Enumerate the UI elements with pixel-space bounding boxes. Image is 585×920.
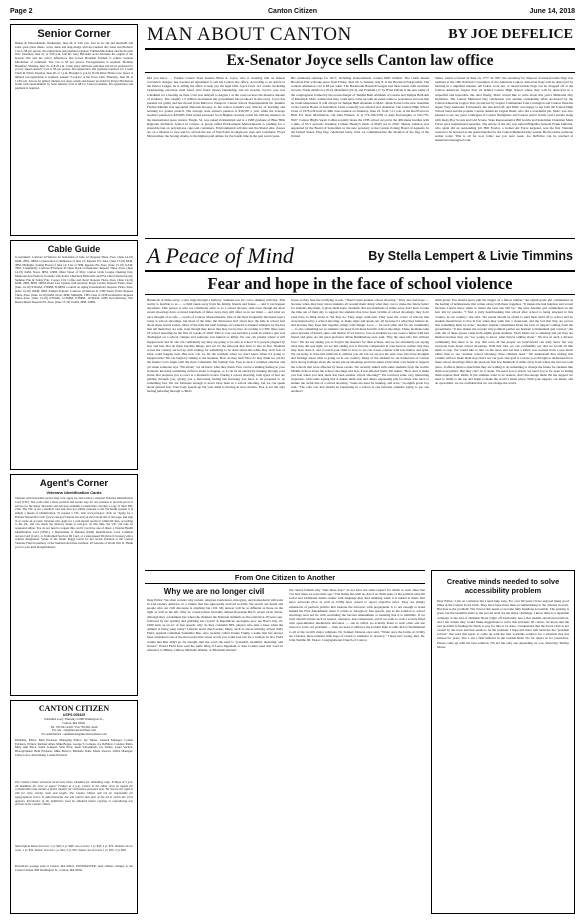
publisher-staff: Publisher, Editor: Beth Erickson. Managing Editor: Jay Turner. General Manager: Connie Erickson. Writers: Rachael Allen, Mike Berger, George T. Comeau, Joe DeFelice, Candace Pattis, Mary Ann Place, Stella Lempert, Sean Prior, Anne Schoenfeldt, Jay Turner, Laura Vachon. Photographers: Beth Erickson, Mike Baracci, Michelle Stark, Maria Stewart. Office Manager: Claire Joyce. Advertising: Connie Erickson	[15, 738, 133, 757]
publisher-policy: The Canton Citizen welcomes local news items. Deadline for submitting copy: Fridays at 5 p.m. All deadlines for news or space: Fridays at 5 p.m. Letters to the editor must be signed for consideration and contain a phone number for verification purposes only. We reserve the right to edit for style, clarity, taste and length. The Canton Citizen will not be responsible for typographical errors in advertisements but will reprint that part of the ad in which the error appears. Permission of the publishers must be obtained before copying or reproducing any portion of the Canton Citizen.	[15, 780, 133, 807]
peace-of-mind-banner	[145, 243, 575, 269]
peace-of-mind-byline: By Stella Lempert & Livie Timmins	[368, 249, 573, 263]
mac-column-1: Did you know … Former Canton State Senator Brian A. Joyce, who is awaiting trial on federal corruption charges, has reached an agreement to sell his Canton law office. According to an article in the Patriot Ledger, he is selling the office to help pay his legal bills. Joyce faces 113 counts, including racketeering, extortion, mail fraud, wire fraud, money laundering, and tax evasion. Joyce's case was scheduled for a hearing on June 1 but was delayed to August 1 as the court reviews the massive amount of evidence. The roughly 1.5 million documents the government has produced in discovery. Joyce has pleaded not guilty and has moved from Milton to Westport. Canton School Superintendent Dr. Jennifer Fischer-Mueller has appointed Deborah Rooney as the school system's new director of teaching and learning for grades preK-8. The average state retiree's pension is $36,587 a year while the average teacher's pension is $45,683. Pilot tested astronaut Scott Hughes recently coded his 168-day mission on the international space station. Tingle, 52, was raised in Randolph and is a 1983 graduate of Blue Hills Regional Technical School in Canton. A group called Environment Massachusetts is pushing for a statewide ban on polystyrene cups and containers. Environmental activists and the liberal elite classes are on a mission to race and for all ban the use of Styrofoam in single-use cups and containers. Floyd Mayweather, the boxing champ, is the highest paid athlete for the fourth time in the past seven years.	[147, 76, 285, 139]
publisher-subscription: Subscription Rates: In-town: 1 yr. $29; 2 yr. $48; out-of-town: 1 yr. $42; 2 yr. $70. Student out-of-town: 1 yr. $32. Senior: in-town 1 yr. $22; 2 yr. $35. Senior out-of-town: 1 yr. $35; 2 yr. $60.	[15, 844, 133, 852]
pom-column-3: math grade. You should never pull the trigger on a fellow human." An eighth grade girl commented on the feeling of helplessness that comes along with these tragedies. "It makes me feel helpless and scared because I never know when or where the next one will be," she said. Another girl commented on the fear felt by parents. "I find it truly heartbreaking that school after school is being attacked in this country, in our country," she said. "No parent should be afraid to send their child off to school and no student should have to live in fear when they walk into a classroom, and the fact that they are proves that something must be done." Another student complained about the lack of support coming from the government. "It also makes me wonder why political parties are hesitant to implement gun control," she said. All of these quotes came from eighth grade students. Their ideals are so amazing and yet they are hushed because they are "too young to know what they're talking about." We live in such a diverse community that there is no way that even all the people we interviewed can truly show the way everyone feels about school shootings. With that said, we can confidently say that we would all like them to stop. We would like to turn on the news and see that a kitten was rescued from a tree much rather than to see "another school shooting: three children dead." We understand that writing this column will not make them stop; that's not our goal. Our goal is to have you all begin to understand how these school shootings affect the precious first few hundreds of miles away from where the last one took place. It affects them so much that they are willing to do something to change the future for students like them everywhere. But they can't do it alone. We need you to listen, we need you to be open to letting them express their ideals. If the students want to be leaders, don't discourage them. Be the support we need to climb to the top and begin to make the world a better place. With your support, our ideals, and an open mind, we are confident that we can change the world.	[435, 298, 573, 386]
mac-rule-headline	[145, 72, 575, 73]
issue-date: June 14, 2018	[529, 8, 575, 15]
agents-corner-box	[10, 474, 138, 696]
senior-corner-text: Dinner & Entertainment: Wednesday, June 20, at 3:45 p.m. Join us for ziti and meatballs and some great piano music, solos, duets and sing-alongs with the talented duo Gene and Barbara! Cost is $8 per person. Pre-registration and payment required. Truman/MacArthur and the Korean War: Thursday, June 21, at 2:30 p.m. Join Dr. Gary Hylander as he discusses the origins of the Korean War and the policy differences that forced President Truman to relieve General MacArthur of command. The cost is $3 per person. Pre-registration is required. Monthly Breakfast: Monday, June 25, at 8:45 a.m. Come enjoy delicious pancakes and bacon prepared for you by Queen Anne's! Cost is $5 per person. Pre-registration and payment required. Ice Cream Truck & Trivia: Tuesday, June 26, at 1 p.m. Brought to you by North River Home Care. Space is limited; pre-registration is required. Annual "Cook-In" at the Town Club: Thursday, June 28, at 11:30 a.m. Join us for grilled chicken, hot dogs, salads and dessert provided by Poley's Backstreet Grille with entertainment by Sean Ahearn! Cost is $8 for Canton residents. Pre-registration and payment is required.	[15, 42, 133, 90]
citizen-column-1: Dear Editor: We often wonder why racism, religious intolerance, misogyny, and homophobic still exist in 21st-century America, in a culture that has supposedly evolved socially. We search our heads and people who our civil discourse is anything but civil. My answer will be as different as those on the right as well as the left. Why do conservatives fervently defend Roseanne Barr's recent racist Tweet, although they condemned her when she shrieked the National Anthem on live television 18 years ago, followed by her spitting and grabbing her crotch? If Republican apologists now see Barr's July 25, 1990 antic as an act of free speech, why do they condemn NFL players who take a knee when the anthem is being sung today? Liberals aren't much better. Many, such as Oscar-winning actress Sally Field, applaud comedian Samantha Bee, who recently called Ivanka Trump a name that has always been considered one of the most pejorative swear words you could ever use for a woman. In fact, Field claims that Bee didn't go far enough, that the word she used is "powerful, beautiful, nurturing, and honest." Would Field have said the same thing if Laura Ingraham or Ann Coulter used that word in reference to Hillary Clinton, Michelle Obama, or Elizabeth Warren?	[147, 598, 283, 652]
cable-guide-text: Government: Comcast 22/Verizon 42 Selectmen of June 12: Repeats Thurs.-Tues. (June 14-19) 6AM, 2PM, 10PM. Conservation Commission of June 13: Repeats Fri.-Tues. (June 15-19) 8AM, 4PM, Midnight. Zoning Board of June 14: Live at 7PM. Repeats Fri.-Tues. (June 15-19) 11AM, 7PM. Community: Comcast 8/Verizon 43 Open Rock Coffeehouse: Repeats Thurs.-Tues. (June 14-19) 6AM, Noon, 6PM, 10PM. Main Street of May: Canton Little League Opening Day, Memorial Arts Festival, in studio with Police Chief Ken Berkowitz and Fire Chief Charles Doody, Summer Fun & Safety Fair, Copper City Coffee and more! Repeats Thurs.-Tues. (June 14-19) 8AM, 2PM, 8PM, 10PM. Elder Law Update with Attorney Roger Levine: Repeats Thurs.-Tues. (June 14-19) 9:30AM, 3:30PM, 8:30PM. Council on Aging Presentations: Repeats Thurs.-Tues. (June 14-19) 10AM, 4PM. Student Stations: Comcast 12/Verizon 41 CHS Senior Prom: Repeats Thurs.-Tues. (June 14-19) 6AM, Noon, 6PM, Midnight. CHS Class of 2018 Graduation: Repeats Thurs.-Tues. (June 14-19) 6:30AM, 12:30PM, 6:30PM, 12:30AM. GMS Revolutionary War Reenactment: Repeats Fri.-Tues. (June 15-19) 10AM, 4PM, 10PM.	[15, 256, 133, 304]
publisher-postal: Periodicals postage paid at Canton, MA 02021. POSTMASTER: send address changes to the Canton Citizen, 866 Washington St., Canton, MA 02021.	[15, 864, 133, 872]
cable-guide-box	[10, 240, 138, 470]
creative-minds-headline: Creative minds needed to solve accessibility problem	[446, 577, 560, 595]
man-about-canton-byline: BY JOE DEFELICE	[448, 27, 573, 42]
senior-corner-box	[10, 24, 138, 236]
agents-corner-subtitle: Veterans Identification Cards	[46, 490, 102, 495]
pom-rule-headline	[145, 294, 575, 295]
publisher-usps: USPS 005329	[62, 713, 86, 717]
page-masthead	[10, 8, 575, 18]
paper-name: Canton Citizen	[268, 8, 317, 15]
peace-of-mind-title: A Peace of Mind	[147, 243, 294, 268]
masthead-rule	[10, 19, 575, 20]
citizen-column-2: We cannot fathom why "kids these days" do not have the same respect for adults or each other that "we had when we were their age." The blame lies with us. All of us. Both sides of the political aisle fill social and traditional media outlets with language they find insulting when it is hurled at them. Our news networks (Fox as well as CNN) have ceased to report objective news. They are simply extensions of partisan politics that saturate the airwaves with propaganda. It is not enough to stand behind the First Amendment when it comes to derogatory free speech, just as the solution to school shootings does not lie with rescinding the Second Amendment or insisting that it is infallible. If we truly cherish virtues such as respect, tolerance, and compassion, and if we want to craft a society filled with open-minded, intellectual discourse — one in which we actually listen to each other and use reason to solve our problems — then we need to embrace the Golden Rule as ethic that is fundamental to all of the world's major religions. Dr. Samuel Johnson once said, "When once the forms of civility are violated, there remains little hope of return to kindness or decency." I hope he's wrong. Rev. Dr. John Tamilio III, Pastor, Congregational Church of Canton	[289, 588, 425, 642]
mac-column-3: States, which occurred on June 14, 1777. In 1937, the ceremony for disposal of unserviceable flags was outlined at the 19th National Convention of the American Legion. American flags will be destroyed by burning in a dignified manner. All faded, worn out, or unserviceable flags can be dropped off at the Canton American Legion Post 24 behind Canton High School where they will be destroyed in a respectful and honorable rite. And finally, MAC would like to write about this year's Memorial Day festivities. The Canton Memorial Day celebration was another outstanding affair sponsored by the Canton American Legion Post 24 and led by Legion Commander John Carrington and Canton Veterans Agent Tony Andreotti. Fortunately, the rain held off, and MAC was happy to see both the Canton High School band and the popular Canton American Legion Band, who did a wonderful job. MAC was also pleased to see our great contingent of Canton firefighters and Canton police in this year's parade along with many Boy Scouts and Girl Scouts. State Representative Bill Galvin and Selectmen Chairman Mark Porter gave inspirational speeches. The emcee of the day was retired Brigadier General Frank LaRotha, who again did an outstanding job. Bill Fowler, a former Air Force sergeant, was the first Vietnam veteran to be honored as the grand marshal for the Canton Memorial Day parade. Be the rumor someone earlier today. This is all for now folks; see you next week. Joe DeFelice can be reached at manaboutcanton@aol.com.	[435, 76, 573, 143]
creative-minds-box	[431, 570, 575, 914]
publisher-address: Published every Thursday at 866 Washington St., Canton, MA 02021 Tel. 781-821-4418 • Fax 781-821-4419 For ads - ads@thecantoncitizen.com For submissions - submissions@thecantoncitizen.com	[41, 717, 107, 737]
pom-headline: Fear and hope in the face of school violence	[207, 274, 513, 293]
page-number: Page 2	[10, 8, 33, 15]
pom-column-1: Hundreds of miles away, a shot rings through a hallway. Students run for cover, shaking with fear. This reality is horrible to us — a child taken away from his family, friends and future — and it can happen anywhere. This person is who we commonly refer to as a school shooter. And even though the most recent shootings have occurred hundreds of miles away, they still affect us in our mind — and what we once thought of as safe — towns of Canton, Massachusetts. One of the most frequently discussed topics today is school shootings, but most of the time, the discussion isn't about how the kids in school feel about these horrid events. Most of the time the kids' feelings are reduced to hushed whispers by the lies that tell them they are safe, even though they know that may not be true. According to CNN, there were 23 school shootings in the first 21 weeks of 2018. This is over one incident a week in which a gun was discharged on a school campus and someone was injured or killed. No one can predict where it will happen next and no one can confidently say they are going to be safe at school. It is people plagued by fear and bias that do these horrible things, and yet it's the innocent that have to live in fear. Students across the country are fed up with waiting for something to be done about this while they sit in fear of what could happen next. But how can we fix the problem when we don't know when it's going to happen next? We can begin by talking to the students. How do they feel? How do they think we can fix the future? Let's begin with the most commonly felt feeling: fear. Fear is such a complex emotion and yet when someone says "I'm afraid," we all know what they mean. Fear can be a sinking feeling in your stomach, knowing something awful is about to happen, or it can be an electricity running through your bones that prepares you to react at a moment's notice. During a school shooting, both types of fear are pulsing through you, giving you a harrowing feeling but knowing you have to be prepared to do something fast. We are fortunate enough to never have been in a school shooting, but we can speak about general fear. Your body speeds up but your mind is moving in slow motion. Fear is not the only feeling pulsating through a child's	[147, 298, 285, 394]
agents-corner-text: Veterans with honorable service may now apply for and receive a national Veterans Identification Card (VIC). The cards offer a more portable and secure way for our veterans to provide proof of service for the many discounts and services available to them than carrying a copy of their DD-214s. The VIC is not a medical card and does not entitle veterans to the VA health system; it is simply a means of identification. To request a VIC, visit www.vets.gov, click on "Apply for a Printed Veteran ID Card" (www.vets.gov/veteran-id-card/) at the bottom left of the page, and sign in or create an account. Veterans who apply for a card should receive it within 60 days, according to the VA, and can check the delivery status at vets.gov. At this time, the VIC can only be requested online. You do not need to request this card if you have one of these: a Veteran Health Identification Card (VHIC), a Department of Defense (DoD) Identification Card, Common Access Card (CAC), or Uniformed Services ID Card, or a state-issued ID (driver's license) with a veteran designation. Salute of the Week: Peggy Gatch for her recent donation to the Canton Veterans Fund in memory of her husband and three brothers, all veterans of World War II. Thank you for your kind thoughtfulness!	[15, 497, 133, 549]
citizen-rule-top	[145, 570, 425, 571]
mac-column-2: His estimated earnings for 2017, including endorsements, totaled $285 million. The 144th annual Brockton Fair will take place from Friday, June 29, to Sunday, July 8, at the Brockton Fairgrounds. The walk-in admission cost is $8 per adult. The Backbooth Baseball League had three teams with excellent records: North Attleboro (18-2), Mansfield (19-3), and Franklin (17-5). B'nai Tikvah is the new name of the congregation formed by the recent merger of Temple Beth Abraham of Canton and Temple Beth Am of Randolph. MAC wishes that they could have come up with an easier name to pronounce and one that he could understand. It will always be Temple Beth Abraham to MAC. Mark Porter is the new chairman of the Canton Board of Selectmen. Chris Connolly was elected vice chairman. The Canton High School Class of 1978 will hold its 40th class reunion on Saturday, June 23, from 7-11 p.m. at the Red Parrot in Hull. For more information, call John Winters, Jr. at 774-766-5259 or Amy Kavanagher at 310-779-8167. Canton High's Sarah Collins recently broke the CHS school record in the 400-meter hurdles with a time of 65.5 seconds, breaking Colleen Healey's mark of 66.65 set in 2010. Sharon Johnson was appointed by the Board of Selectmen as the new secretary to the Canton Zoning Board of Appeals. In the United States, Flag Day, celebrated today, June 14, commemorates the adoption of the flag of the United	[291, 76, 429, 139]
senior-corner-title: Senior Corner	[37, 28, 111, 40]
citizen-rule-banner	[145, 583, 425, 584]
man-about-canton-title: MAN ABOUT CANTON	[147, 24, 352, 45]
publisher-box	[10, 700, 138, 914]
mac-rule-top	[145, 48, 575, 50]
mac-headline: Ex-Senator Joyce sells Canton law office	[226, 52, 494, 69]
pom-rule-top	[145, 270, 575, 272]
creative-minds-text: Dear Editor: I am on a mission but I need help asap. For over 60 years I have enjoyed many good times at the Canton Town Club. They have been more than accommodating to the citizens in town. But here is the problem: The Town Club needs to become fully handicap accessible. The parking is great, but the beautiful stairs to the second level are the major challenge. I know there is a reputable company at the end of Dedham Street (right off University Ave.) that installs elevators/escalators, and I am certain they would make suggestions to solve this problem. Of course, we know that the real problem is finding the funds to pay for this to be done. I understand that the Town Club is not owned by the town and that seems to be the problem. I hope this letter will motivate the "problem solvers" that read this paper to come up with the best workable solution for a situation that has existed for years. Yes, I am a firm believer in the Golden Rule: Do for others as for yourselves. Please come up with the best solution. I'm not the only one depending on you. Sincerely, Shirley Morse	[437, 599, 569, 649]
citizen-headline: Why we are no longer civil	[163, 587, 265, 596]
mac-rule-bottom	[145, 238, 575, 239]
cable-guide-title: Cable Guide	[47, 244, 101, 254]
agents-corner-title: Agent's Corner	[39, 478, 109, 489]
pom-column-2: bones as they hear the terrifying words, "There's been another school shooting." They also feel hope — because when they hear about students all around them doing what they can to make the future better for students like them, it gives them hope. Students that lost hundreds of miles away don't have to take the time out of their day to support the students that have been victims of school shootings; they don't even have to think about it. Yet they do. They stage walk-outs. They wear the colors of schools that were impacted by a school shooting, or make signs and speak out, all because it's what they believe in, and because they hope that together, things will change. Love — for each other and for our community — is also something we as students can learn from these horrific school shootings. These incidents take place because of hatred, spite, and malice. If we learn to love as students we can create a future with less hatred and spite. As the great professor Albus Dumbledore once said, "Pity the ones who live without love." We are not asking you to forgive the shooters for their actions, and we are absolutely not saying what they did was right; we are just asking you to find the compassion in your heart to realize why they may have done it, and to teach your child to love so we can create a future with less malice and spite. We are lucky to have this platform to address you all, but we are not the only ones who have thoughts and feelings about what is going on in our country. Many of the students in our hometown of Canton have strong feelings about the recent school shootings and have taken it into their own hands to support the schools that were affected by these events. We recently talked with some students from the Galvin Middle School about the school shootings and how it has affected them. We asked, "How does it make you feel when you hear there has been another school shooting?" We received some very interesting responses, with some saying that it makes them sick and others expressing pity for those who have to endure the awful fate of a school shooting. "Guns are used for hunting, and wars," an eighth grade boy said. "The only war that should be happening in a school is one between students trying to top one another's	[291, 298, 429, 394]
publisher-title: CANTON CITIZEN	[38, 704, 110, 713]
man-about-canton-banner	[145, 24, 575, 46]
citizen-banner: From One Citizen to Another	[234, 573, 336, 582]
